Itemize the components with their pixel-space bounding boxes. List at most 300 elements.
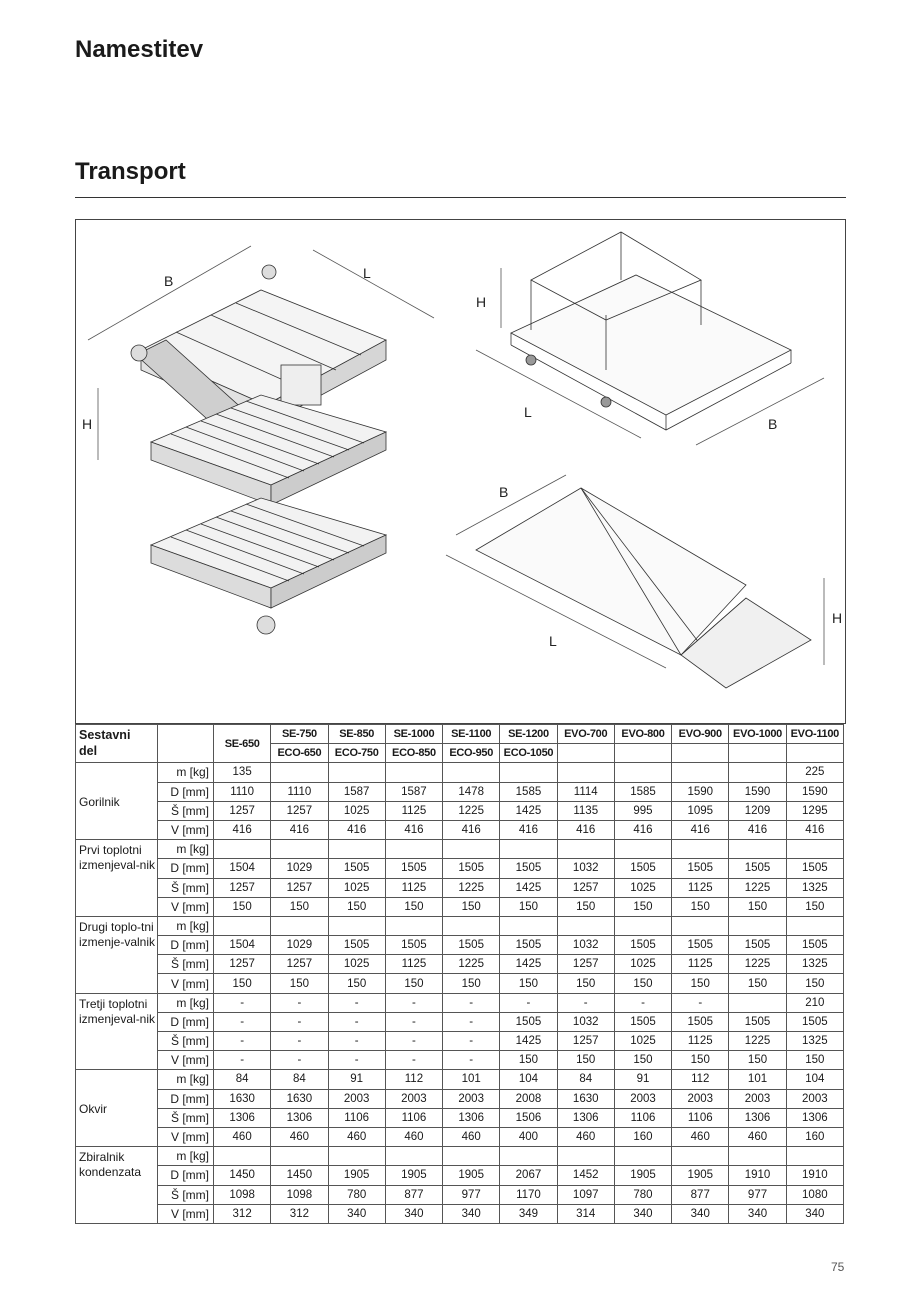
section-divider <box>75 197 846 198</box>
model-header-alt <box>557 744 614 763</box>
value-cell: 150 <box>614 1051 671 1070</box>
value-cell: 160 <box>786 1127 843 1146</box>
value-cell: 1325 <box>786 878 843 897</box>
model-header: SE-1100 <box>443 725 500 744</box>
value-cell: 1905 <box>672 1166 729 1185</box>
value-cell: 1505 <box>729 936 786 955</box>
value-cell: 104 <box>786 1070 843 1089</box>
dimension-label: Š [mm] <box>158 1032 214 1051</box>
value-cell: 1306 <box>214 1108 271 1127</box>
value-cell: 1325 <box>786 955 843 974</box>
value-cell: 1225 <box>443 801 500 820</box>
value-cell: 1125 <box>672 1032 729 1051</box>
label-b-tray: B <box>499 484 509 500</box>
value-cell: 1106 <box>385 1108 442 1127</box>
dimension-label: Š [mm] <box>158 1108 214 1127</box>
value-cell: 780 <box>328 1185 385 1204</box>
value-cell: 1585 <box>500 782 557 801</box>
value-cell: 1306 <box>557 1108 614 1127</box>
model-header-alt: ECO-750 <box>328 744 385 763</box>
table-row <box>76 878 844 897</box>
value-cell: 1257 <box>557 955 614 974</box>
value-cell: 416 <box>443 820 500 839</box>
table-row <box>76 1089 844 1108</box>
value-cell: 416 <box>672 820 729 839</box>
table-row <box>76 859 844 878</box>
table-row <box>76 763 844 782</box>
model-header: SE-1200 <box>500 725 557 744</box>
model-header: SE-650 <box>214 725 271 763</box>
value-cell: 2003 <box>443 1089 500 1108</box>
value-cell: 1425 <box>500 801 557 820</box>
value-cell <box>557 916 614 935</box>
model-header-alt <box>614 744 671 763</box>
value-cell: - <box>328 1012 385 1031</box>
value-cell <box>271 763 328 782</box>
value-cell: 2067 <box>500 1166 557 1185</box>
value-cell: 1032 <box>557 936 614 955</box>
value-cell: 1450 <box>214 1166 271 1185</box>
value-cell: 150 <box>614 897 671 916</box>
value-cell: 1098 <box>271 1185 328 1204</box>
table-row <box>76 897 844 916</box>
dimension-label: m [kg] <box>158 1070 214 1089</box>
dimension-label: D [mm] <box>158 1012 214 1031</box>
value-cell <box>328 1147 385 1166</box>
value-cell: 1257 <box>557 878 614 897</box>
dimension-label: m [kg] <box>158 840 214 859</box>
table-row <box>76 1032 844 1051</box>
dimension-label: m [kg] <box>158 993 214 1012</box>
value-cell: 150 <box>729 974 786 993</box>
component-dimensions-table <box>75 724 844 1224</box>
value-cell <box>443 763 500 782</box>
model-header: SE-1000 <box>385 725 442 744</box>
value-cell: 416 <box>214 820 271 839</box>
page-number: 75 <box>831 1260 845 1274</box>
dimension-label: V [mm] <box>158 1127 214 1146</box>
dimension-label: Š [mm] <box>158 801 214 820</box>
value-cell: 150 <box>614 974 671 993</box>
value-cell: 150 <box>500 1051 557 1070</box>
value-cell: 104 <box>500 1070 557 1089</box>
model-header-alt <box>672 744 729 763</box>
table-row <box>76 1108 844 1127</box>
value-cell <box>557 840 614 859</box>
dimension-label: m [kg] <box>158 763 214 782</box>
value-cell <box>328 916 385 935</box>
value-cell: 1505 <box>500 936 557 955</box>
value-cell: 1257 <box>271 878 328 897</box>
value-cell: 1910 <box>729 1166 786 1185</box>
label-l-frame: L <box>524 404 532 420</box>
value-cell: 150 <box>557 974 614 993</box>
value-cell: - <box>557 993 614 1012</box>
value-cell: 1257 <box>271 955 328 974</box>
value-cell: 1135 <box>557 801 614 820</box>
value-cell: 1025 <box>614 1032 671 1051</box>
value-cell: 1025 <box>614 878 671 897</box>
value-cell: 780 <box>614 1185 671 1204</box>
value-cell: 1505 <box>443 859 500 878</box>
value-cell: 112 <box>385 1070 442 1089</box>
value-cell <box>672 763 729 782</box>
model-header-alt <box>729 744 786 763</box>
value-cell: 101 <box>729 1070 786 1089</box>
value-cell: 1505 <box>672 859 729 878</box>
value-cell: 150 <box>672 897 729 916</box>
value-cell: 150 <box>271 897 328 916</box>
value-cell: - <box>214 993 271 1012</box>
component-name: Drugi toplo-tni izmenje-valnik <box>76 916 158 993</box>
value-cell: 150 <box>729 1051 786 1070</box>
value-cell: 460 <box>271 1127 328 1146</box>
value-cell <box>557 763 614 782</box>
label-h-left: H <box>82 416 93 432</box>
value-cell: - <box>214 1012 271 1031</box>
dimension-label: D [mm] <box>158 936 214 955</box>
value-cell: 416 <box>385 820 442 839</box>
value-cell <box>729 916 786 935</box>
value-cell: 1505 <box>672 936 729 955</box>
value-cell: 460 <box>557 1127 614 1146</box>
value-cell <box>271 840 328 859</box>
value-cell: 150 <box>729 897 786 916</box>
value-cell: 1125 <box>385 878 442 897</box>
heat-exchanger-2-drawing <box>151 498 386 634</box>
value-cell: - <box>385 1051 442 1070</box>
value-cell: 1025 <box>328 801 385 820</box>
value-cell <box>614 840 671 859</box>
value-cell: 112 <box>672 1070 729 1089</box>
value-cell <box>443 916 500 935</box>
condensate-tray-drawing <box>476 488 811 688</box>
dimension-label: V [mm] <box>158 820 214 839</box>
component-name: Zbiralnik kondenzata <box>76 1147 158 1224</box>
value-cell: 150 <box>557 897 614 916</box>
table-row <box>76 820 844 839</box>
table-row <box>76 1012 844 1031</box>
dimension-drawings <box>76 220 845 723</box>
value-cell <box>385 840 442 859</box>
value-cell: 416 <box>786 820 843 839</box>
value-cell: 1257 <box>557 1032 614 1051</box>
frame-drawing <box>511 232 791 430</box>
label-b-frame: B <box>768 416 778 432</box>
component-name: Gorilnik <box>76 763 158 840</box>
value-cell: 150 <box>328 974 385 993</box>
value-cell: 977 <box>443 1185 500 1204</box>
value-cell: 1225 <box>729 878 786 897</box>
value-cell: 416 <box>729 820 786 839</box>
value-cell: 1505 <box>729 1012 786 1031</box>
table-row <box>76 1185 844 1204</box>
value-cell: 460 <box>729 1127 786 1146</box>
value-cell: 150 <box>385 974 442 993</box>
value-cell: 1257 <box>214 878 271 897</box>
value-cell: 1905 <box>443 1166 500 1185</box>
table-row <box>76 955 844 974</box>
value-cell: 977 <box>729 1185 786 1204</box>
value-cell: 1110 <box>271 782 328 801</box>
value-cell <box>500 1147 557 1166</box>
value-cell: 1106 <box>328 1108 385 1127</box>
header-part-line1: Sestavni <box>79 728 131 742</box>
value-cell: 1029 <box>271 859 328 878</box>
dimension-label: m [kg] <box>158 916 214 935</box>
header-part <box>76 725 158 763</box>
value-cell <box>271 916 328 935</box>
value-cell: 877 <box>672 1185 729 1204</box>
value-cell: 1125 <box>672 955 729 974</box>
value-cell <box>214 840 271 859</box>
value-cell <box>786 840 843 859</box>
value-cell: - <box>385 993 442 1012</box>
value-cell: 1585 <box>614 782 671 801</box>
value-cell: 84 <box>271 1070 328 1089</box>
value-cell: 84 <box>214 1070 271 1089</box>
value-cell: 1306 <box>443 1108 500 1127</box>
model-header-alt <box>786 744 843 763</box>
value-cell: 1505 <box>328 859 385 878</box>
value-cell: 1110 <box>214 782 271 801</box>
value-cell: 1225 <box>443 878 500 897</box>
value-cell: 1025 <box>328 955 385 974</box>
value-cell: 1590 <box>786 782 843 801</box>
value-cell: 340 <box>786 1204 843 1223</box>
value-cell: 2003 <box>786 1089 843 1108</box>
value-cell: 460 <box>214 1127 271 1146</box>
table-row <box>76 1051 844 1070</box>
value-cell: - <box>443 993 500 1012</box>
value-cell: 1125 <box>385 801 442 820</box>
value-cell: 2003 <box>614 1089 671 1108</box>
value-cell: - <box>328 1051 385 1070</box>
model-header: SE-850 <box>328 725 385 744</box>
section-heading: Transport <box>75 158 186 185</box>
value-cell: 340 <box>443 1204 500 1223</box>
value-cell: 91 <box>328 1070 385 1089</box>
value-cell: 1080 <box>786 1185 843 1204</box>
value-cell: 1257 <box>214 955 271 974</box>
value-cell: 1478 <box>443 782 500 801</box>
value-cell: 2003 <box>672 1089 729 1108</box>
dimension-label: V [mm] <box>158 1204 214 1223</box>
value-cell: 101 <box>443 1070 500 1089</box>
value-cell: 1505 <box>786 859 843 878</box>
value-cell: 1095 <box>672 801 729 820</box>
value-cell: 460 <box>443 1127 500 1146</box>
value-cell <box>500 763 557 782</box>
value-cell: 460 <box>672 1127 729 1146</box>
table-row <box>76 782 844 801</box>
value-cell: 314 <box>557 1204 614 1223</box>
value-cell: 150 <box>557 1051 614 1070</box>
value-cell: 877 <box>385 1185 442 1204</box>
value-cell: 150 <box>443 897 500 916</box>
value-cell: - <box>443 1051 500 1070</box>
model-header: EVO-900 <box>672 725 729 744</box>
model-header-alt: ECO-650 <box>271 744 328 763</box>
value-cell: 340 <box>672 1204 729 1223</box>
value-cell: - <box>385 1012 442 1031</box>
value-cell: 1506 <box>500 1108 557 1127</box>
value-cell <box>786 1147 843 1166</box>
value-cell: 2003 <box>729 1089 786 1108</box>
value-cell: 1505 <box>786 1012 843 1031</box>
value-cell: 1106 <box>672 1108 729 1127</box>
value-cell: 150 <box>328 897 385 916</box>
value-cell <box>385 1147 442 1166</box>
label-b-left: B <box>164 273 174 289</box>
value-cell: 150 <box>385 897 442 916</box>
value-cell: - <box>385 1032 442 1051</box>
table-row <box>76 801 844 820</box>
value-cell: 1257 <box>271 801 328 820</box>
value-cell: 1225 <box>443 955 500 974</box>
value-cell: 340 <box>328 1204 385 1223</box>
value-cell: 2008 <box>500 1089 557 1108</box>
dimension-label: D [mm] <box>158 782 214 801</box>
value-cell: 1425 <box>500 878 557 897</box>
value-cell <box>385 916 442 935</box>
value-cell: 1306 <box>729 1108 786 1127</box>
value-cell: 150 <box>672 1051 729 1070</box>
value-cell <box>328 763 385 782</box>
value-cell <box>614 916 671 935</box>
value-cell: 1452 <box>557 1166 614 1185</box>
page-title: Namestitev <box>75 36 204 63</box>
value-cell <box>614 1147 671 1166</box>
value-cell: 312 <box>271 1204 328 1223</box>
transport-dimensions-figure <box>75 219 846 724</box>
value-cell <box>672 840 729 859</box>
table-row <box>76 1070 844 1089</box>
value-cell: 1905 <box>328 1166 385 1185</box>
header-part-line2: del <box>79 744 98 758</box>
model-header-alt: ECO-1050 <box>500 744 557 763</box>
value-cell: 400 <box>500 1127 557 1146</box>
value-cell: 1505 <box>614 859 671 878</box>
value-cell: 1630 <box>214 1089 271 1108</box>
value-cell: 135 <box>214 763 271 782</box>
value-cell <box>500 916 557 935</box>
value-cell: - <box>271 1051 328 1070</box>
value-cell: 210 <box>786 993 843 1012</box>
value-cell: 1025 <box>614 955 671 974</box>
value-cell <box>729 993 786 1012</box>
table-row <box>76 840 844 859</box>
value-cell: 1590 <box>672 782 729 801</box>
value-cell: - <box>271 1032 328 1051</box>
value-cell: 1097 <box>557 1185 614 1204</box>
value-cell: 1905 <box>614 1166 671 1185</box>
dimension-label: V [mm] <box>158 974 214 993</box>
value-cell: 1505 <box>729 859 786 878</box>
value-cell: - <box>328 1032 385 1051</box>
value-cell <box>729 763 786 782</box>
value-cell: 1170 <box>500 1185 557 1204</box>
component-name: Okvir <box>76 1070 158 1147</box>
value-cell: 1032 <box>557 859 614 878</box>
value-cell: 1505 <box>328 936 385 955</box>
value-cell: 1125 <box>385 955 442 974</box>
value-cell: 1425 <box>500 1032 557 1051</box>
value-cell: 1505 <box>500 1012 557 1031</box>
value-cell: - <box>271 1012 328 1031</box>
value-cell <box>786 916 843 935</box>
model-header-alt: ECO-850 <box>385 744 442 763</box>
value-cell: 150 <box>672 974 729 993</box>
label-h-frame: H <box>476 294 487 310</box>
value-cell: 416 <box>328 820 385 839</box>
value-cell <box>672 1147 729 1166</box>
dimension-label: m [kg] <box>158 1147 214 1166</box>
value-cell: 416 <box>271 820 328 839</box>
value-cell: 1029 <box>271 936 328 955</box>
value-cell: 1306 <box>271 1108 328 1127</box>
value-cell: - <box>214 1051 271 1070</box>
value-cell: 1505 <box>614 936 671 955</box>
table-row <box>76 936 844 955</box>
value-cell: 1425 <box>500 955 557 974</box>
value-cell: 1505 <box>385 936 442 955</box>
model-header: EVO-800 <box>614 725 671 744</box>
value-cell: 340 <box>729 1204 786 1223</box>
value-cell: 150 <box>214 897 271 916</box>
value-cell: - <box>500 993 557 1012</box>
value-cell: 1505 <box>786 936 843 955</box>
value-cell: - <box>443 1032 500 1051</box>
value-cell: 1225 <box>729 955 786 974</box>
value-cell: 416 <box>557 820 614 839</box>
model-header-alt: ECO-950 <box>443 744 500 763</box>
value-cell: 416 <box>500 820 557 839</box>
value-cell: 460 <box>385 1127 442 1146</box>
dimension-label: Š [mm] <box>158 955 214 974</box>
value-cell: - <box>614 993 671 1012</box>
value-cell: 225 <box>786 763 843 782</box>
value-cell: 1505 <box>385 859 442 878</box>
value-cell: 1257 <box>214 801 271 820</box>
value-cell: 150 <box>214 974 271 993</box>
value-cell: 416 <box>614 820 671 839</box>
model-header: EVO-700 <box>557 725 614 744</box>
value-cell: 1125 <box>672 878 729 897</box>
label-l-left: L <box>363 265 371 281</box>
value-cell: 1032 <box>557 1012 614 1031</box>
label-h-tray: H <box>832 610 843 626</box>
dimension-label: D [mm] <box>158 1166 214 1185</box>
value-cell: 1587 <box>328 782 385 801</box>
table-row <box>76 993 844 1012</box>
table-row <box>76 974 844 993</box>
value-cell: 150 <box>786 897 843 916</box>
table-row <box>76 1127 844 1146</box>
value-cell: 150 <box>786 974 843 993</box>
value-cell: 1106 <box>614 1108 671 1127</box>
value-cell: 1905 <box>385 1166 442 1185</box>
value-cell: 340 <box>385 1204 442 1223</box>
value-cell: 1505 <box>614 1012 671 1031</box>
value-cell: 2003 <box>328 1089 385 1108</box>
value-cell: 2003 <box>385 1089 442 1108</box>
value-cell <box>328 840 385 859</box>
value-cell: 150 <box>786 1051 843 1070</box>
value-cell: 1630 <box>557 1089 614 1108</box>
value-cell: 1114 <box>557 782 614 801</box>
model-header: EVO-1000 <box>729 725 786 744</box>
